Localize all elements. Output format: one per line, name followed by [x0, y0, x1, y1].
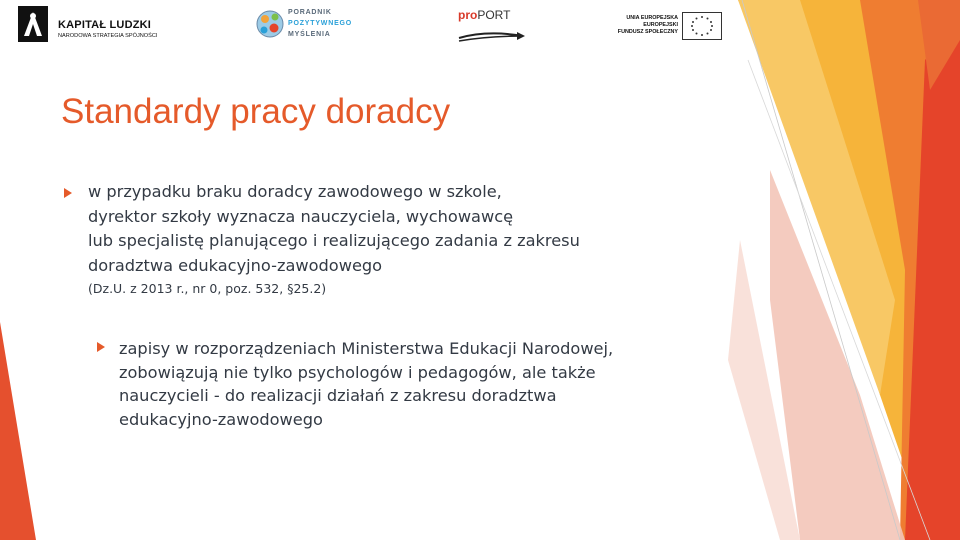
kapital-ludzki-logo: [18, 6, 158, 44]
triangle-right-icon: [64, 188, 72, 198]
eu-logo: [618, 12, 724, 42]
kapital-ludzki-logo-icon: [18, 6, 48, 42]
globe-logo-icon: [255, 6, 285, 42]
slide-title: Standardy pracy doradcy: [61, 92, 451, 131]
bullet-1-line: dyrektor szkoły wyznacza nauczyciela, wychowawcę: [88, 206, 514, 226]
bullet-2-line: zobowiązują nie tylko psychologów i pedagogów, ale także: [119, 362, 596, 382]
poradnik-line3: MYŚLENIA: [288, 31, 331, 38]
kapital-ludzki-subtitle: NARODOWA STRATEGIA SPÓJNOŚCI: [58, 33, 158, 39]
arrow-logo-icon: [457, 28, 527, 44]
bullet-2: [119, 337, 699, 432]
eu-line1: UNIA EUROPEJSKA: [626, 15, 678, 21]
proport-port: PORT: [477, 8, 511, 22]
proport-pro: pro: [458, 8, 478, 22]
bullet-1-line: lub specjalistę planującego i realizującego zadania z zakresu: [88, 231, 580, 250]
proport-logo: [455, 6, 535, 46]
bullet-1-line: doradztwa edukacyjno-zawodowego: [88, 255, 383, 275]
eu-flag-icon: [682, 12, 722, 40]
proport-wordmark: [458, 8, 510, 22]
poradnik-logo: [255, 6, 365, 46]
logo-bar: [0, 0, 960, 50]
triangle-right-icon: [97, 342, 105, 352]
poradnik-line1: PORADNIK: [288, 9, 332, 16]
bullet-1: [88, 180, 728, 300]
bullet-2-line: zapisy w rozporządzeniach Ministerstwa Edukacji Narodowej,: [119, 339, 614, 358]
bullet-2-line: nauczycieli - do realizacji działań z zakresu doradztwa: [119, 386, 557, 406]
bullet-2-line: edukacyjno-zawodowego: [119, 410, 323, 430]
kapital-ludzki-title: KAPITAŁ LUDZKI: [58, 19, 152, 31]
eu-line3: FUNDUSZ SPOŁECZNY: [617, 29, 678, 35]
left-red-shape: [0, 322, 36, 540]
bullet-1-reference: (Dz.U. z 2013 r., nr 0, poz. 532, §25.2): [88, 281, 327, 296]
eu-line2: EUROPEJSKI: [643, 22, 678, 28]
poradnik-line2: POZYTYWNEGO: [288, 20, 353, 27]
bullet-1-line: w przypadku braku doradcy zawodowego w szkole,: [88, 182, 502, 201]
